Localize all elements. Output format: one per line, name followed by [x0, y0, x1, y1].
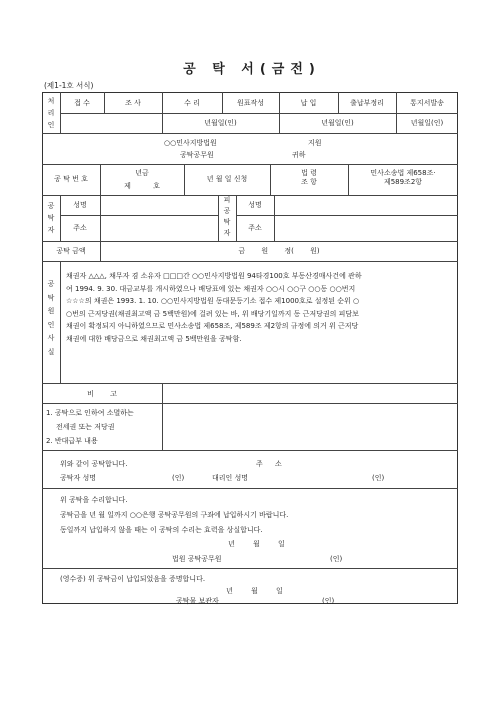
seal[interactable]: (인)	[330, 555, 343, 563]
date-seal-field[interactable]: 년월일(인)	[410, 119, 444, 127]
amount-label: 공탁 금액	[56, 247, 86, 255]
seal[interactable]: (인)	[372, 474, 385, 482]
page-title: 공 탁 서(금전)	[183, 62, 321, 77]
col-original-ledger: 원표작성	[236, 99, 265, 107]
depositor-name-label: 성명	[73, 201, 87, 209]
remarks-item-1: 1. 공탁으로 인하여 소멸하는	[46, 409, 134, 417]
cause-line: ○번의 근저당권(채권최고액 금 5백만원)에 걸려 있는 바, 위 배당기일까지 동 근저당권의 피담보	[66, 309, 359, 318]
law-value: 민사소송법 제658조· 제589조2항	[370, 169, 436, 186]
remarks-label: 비 고	[87, 390, 117, 398]
court-branch: 지원	[308, 139, 322, 147]
remarks-item-3: 2. 반대급부 내용	[46, 437, 98, 445]
seal[interactable]: (인)	[322, 597, 335, 605]
declaration-text: 위와 같이 공탁합니다.	[60, 460, 128, 468]
depositor-name-field[interactable]	[101, 196, 217, 214]
remarks-item-2: 전세권 또는 저당권	[56, 423, 115, 431]
court-name: ○○민사지방법원	[164, 139, 217, 147]
cause-line: 여 1994. 9. 30. 대금교부를 개시하였으나 배당표에 있는 채권자 ○○시 ○○구 ○○동 ○○번지	[66, 284, 356, 293]
acceptance-line-2: 공탁금을 년 월 일까지 ○○은행 공탁공무원의 구좌에 납입하시기 바랍니다.	[60, 511, 289, 519]
receipt-text: (영수증) 위 공탁금이 납입되었음을 증명합니다.	[60, 575, 206, 583]
date-seal-field[interactable]: 년월일(인)	[204, 119, 237, 127]
col-acceptance: 수 리	[184, 99, 200, 107]
agent-name-sign: 대리인 성명	[212, 474, 249, 482]
depositor-address-label: 주소	[73, 224, 87, 232]
acceptance-line-1: 위 공탁을 수리합니다.	[60, 496, 128, 504]
depositor-label: 공 탁 자	[47, 202, 55, 234]
depositor-name-sign: 공탁자 성명	[60, 474, 97, 482]
depositor-address-field[interactable]	[101, 216, 217, 240]
amount-text[interactable]: 금 원 정( 원)	[238, 247, 320, 255]
col-payment: 납 입	[300, 99, 317, 107]
receipt-date[interactable]: 년 월 일	[226, 587, 283, 595]
acceptance-line-3: 동일까지 납입하지 않을 때는 이 공탁의 수리는 효력을 상실합니다.	[60, 526, 263, 534]
address-label: 주 소	[256, 460, 282, 468]
cause-line: 채권이 확정되지 아니하였으므로 민사소송법 제658조, 제589조 제2항의 규정에 의거 위 근저당	[66, 322, 359, 330]
law-label: 법 령 조 항	[301, 169, 317, 186]
seal[interactable]: (인)	[172, 474, 185, 482]
col-receipt: 접 수	[74, 99, 90, 107]
col-investigation: 조 사	[125, 99, 141, 107]
col-cashbook: 출납부정리	[350, 99, 384, 107]
depositee-address-label: 주소	[248, 224, 262, 232]
processor-label: 처 리 인	[47, 97, 55, 129]
cause-line: 채권자 △△△, 채무자 겸 소유자 □□□간 ○○민사지방법원 94타경100호 부동산경매사건에 관하	[66, 272, 362, 280]
year-label: 년금	[135, 169, 149, 177]
cause-line: 채권에 대한 배당금으로 채권최고액 금 5백만원을 공탁함.	[66, 334, 242, 343]
date-seal-field[interactable]: 년월일(인)	[321, 119, 354, 127]
custodian: 공탁물 보관자	[176, 597, 219, 605]
honorific: 귀하	[292, 151, 306, 159]
form-number: (제1-1호 서식)	[44, 81, 94, 90]
cause-text	[66, 270, 456, 345]
col-notice: 통지서발송	[410, 99, 444, 107]
acceptance-date[interactable]: 년 월 일	[228, 540, 285, 548]
application-date[interactable]: 년 월 일 신청	[206, 175, 248, 183]
depositee-name-label: 성명	[248, 201, 262, 209]
court-officer: 법원 공탁공무원	[172, 555, 222, 563]
depositee-name-field[interactable]	[275, 196, 457, 214]
depositee-address-field[interactable]	[275, 216, 457, 240]
cause-label: 공 탁 원 인 사 실	[47, 280, 55, 356]
cause-line: ☆☆☆의 채권은 1993. 1. 10. ○○민사지방법원 동대문등기소 접수 제1000호로 설정된 순위 ○	[66, 297, 360, 305]
ho-label: 제 호	[124, 182, 160, 190]
deposit-number-label: 공 탁 번 호	[54, 175, 88, 183]
depositee-label: 피 공 탁 자	[223, 196, 231, 237]
officer-title: 공탁공무원	[180, 151, 214, 159]
